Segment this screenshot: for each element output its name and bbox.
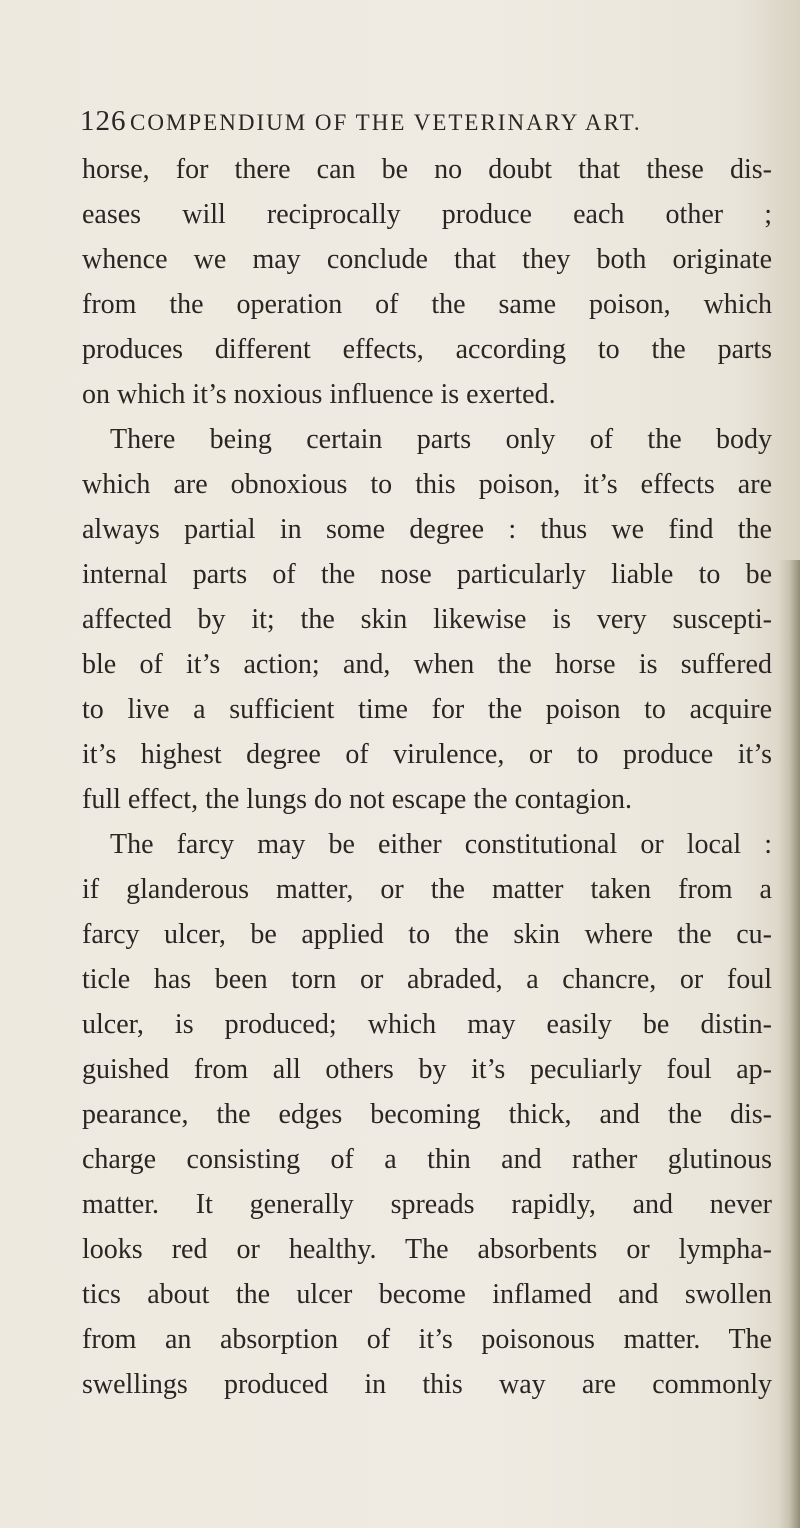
text-line: farcy ulcer, be applied to the skin where the cu-	[82, 919, 772, 950]
text-line: produces different effects, according to the parts	[82, 334, 772, 365]
page-header	[80, 105, 770, 145]
text-line: ulcer, is produced; which may easily be distin-	[82, 1009, 772, 1040]
text-line: ble of it’s action; and, when the horse is suffered	[82, 649, 772, 680]
text-line: eases will reciprocally produce each other ;	[82, 199, 772, 230]
text-line: it’s highest degree of virulence, or to produce it’s	[82, 739, 772, 770]
text-line: pearance, the edges becoming thick, and the dis-	[82, 1099, 772, 1130]
text-line: whence we may conclude that they both originate	[82, 244, 772, 275]
text-line: matter. It generally spreads rapidly, and never	[82, 1189, 772, 1220]
text-line: from the operation of the same poison, which	[82, 289, 772, 320]
text-line: always partial in some degree : thus we find the	[82, 514, 772, 545]
text-line: on which it’s noxious influence is exerted.	[82, 379, 556, 410]
text-line: The farcy may be either constitutional or local :	[110, 829, 772, 860]
text-line: guished from all others by it’s peculiarly foul ap-	[82, 1054, 772, 1085]
page-edge-shadow	[778, 560, 800, 1528]
text-line: looks red or healthy. The absorbents or lympha-	[82, 1234, 772, 1265]
running-head: COMPENDIUM OF THE VETERINARY ART.	[130, 110, 642, 135]
text-line: from an absorption of it’s poisonous matter. The	[82, 1324, 772, 1355]
text-line: tics about the ulcer become inflamed and swollen	[82, 1279, 772, 1310]
text-line: charge consisting of a thin and rather glutinous	[82, 1144, 772, 1175]
text-line: if glanderous matter, or the matter taken from a	[82, 874, 772, 905]
text-line: swellings produced in this way are commonly	[82, 1369, 772, 1400]
text-line: which are obnoxious to this poison, it’s effects are	[82, 469, 772, 500]
text-line: full effect, the lungs do not escape the contagion.	[82, 784, 632, 815]
text-line: horse, for there can be no doubt that these dis-	[82, 154, 772, 185]
body-text	[82, 147, 772, 1407]
text-line: ticle has been torn or abraded, a chancre, or foul	[82, 964, 772, 995]
text-line: There being certain parts only of the body	[110, 424, 772, 455]
text-line: internal parts of the nose particularly liable to be	[82, 559, 772, 590]
page-number: 126	[80, 105, 127, 137]
text-line: affected by it; the skin likewise is very suscepti-	[82, 604, 772, 635]
text-line: to live a sufficient time for the poison to acquire	[82, 694, 772, 725]
